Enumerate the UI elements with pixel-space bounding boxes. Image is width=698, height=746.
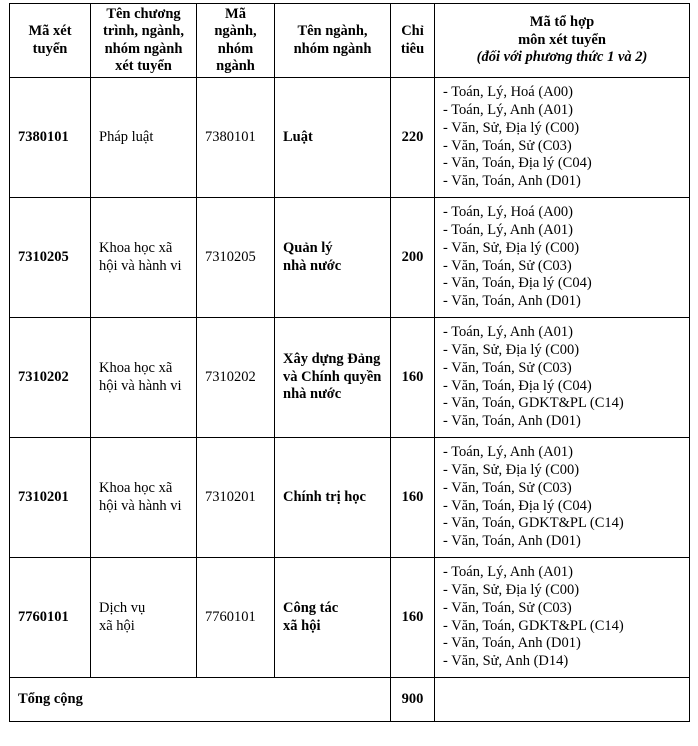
major-name: Chính trị học <box>275 438 391 558</box>
total-empty-cell <box>435 678 690 722</box>
major-code: 7380101 <box>197 78 275 198</box>
total-row <box>10 678 690 722</box>
program-name: Khoa học xã hội và hành vi <box>91 438 197 558</box>
header-major-code: Mã ngành, nhóm ngành <box>197 4 275 78</box>
header-row <box>10 4 690 78</box>
program-name: Pháp luật <box>91 78 197 198</box>
table-row <box>10 318 690 438</box>
major-code: 7310201 <box>197 438 275 558</box>
table-row <box>10 438 690 558</box>
table-row <box>10 78 690 198</box>
header-program: Tên chương trình, ngành, nhóm ngành xét tuyển <box>91 4 197 78</box>
subject-combinations: - Toán, Lý, Hoá (A00) - Toán, Lý, Anh (A01) - Văn, Sử, Địa lý (C00) - Văn, Toán, Sử (C03) - Văn, Toán, Địa lý (C04) - Văn, Toán, Anh (D01) <box>435 198 690 318</box>
major-code: 7310205 <box>197 198 275 318</box>
subject-combinations: - Toán, Lý, Anh (A01) - Văn, Sử, Địa lý (C00) - Văn, Toán, Sử (C03) - Văn, Toán, Địa lý (C04) - Văn, Toán, GDKT&PL (C14) - Văn, Toán, Anh (D01) <box>435 438 690 558</box>
admission-code: 7310205 <box>10 198 91 318</box>
subject-combinations: - Toán, Lý, Hoá (A00) - Toán, Lý, Anh (A01) - Văn, Sử, Địa lý (C00) - Văn, Toán, Sử (C03) - Văn, Toán, Địa lý (C04) - Văn, Toán, Anh (D01) <box>435 78 690 198</box>
major-name: Luật <box>275 78 391 198</box>
quota: 160 <box>391 318 435 438</box>
quota: 160 <box>391 558 435 678</box>
program-name: Khoa học xã hội và hành vi <box>91 198 197 318</box>
admission-code: 7760101 <box>10 558 91 678</box>
major-name: Xây dựng Đảng và Chính quyền nhà nước <box>275 318 391 438</box>
major-name: Quản lý nhà nước <box>275 198 391 318</box>
major-name: Công tác xã hội <box>275 558 391 678</box>
admission-table <box>9 3 690 722</box>
major-code: 7760101 <box>197 558 275 678</box>
quota: 220 <box>391 78 435 198</box>
subject-combinations: - Toán, Lý, Anh (A01) - Văn, Sử, Địa lý (C00) - Văn, Toán, Sử (C03) - Văn, Toán, GDKT&PL (C14) - Văn, Toán, Anh (D01) - Văn, Sử, Anh (D14) <box>435 558 690 678</box>
program-name: Khoa học xã hội và hành vi <box>91 318 197 438</box>
admission-code: 7310201 <box>10 438 91 558</box>
quota: 160 <box>391 438 435 558</box>
header-major-name: Tên ngành, nhóm ngành <box>275 4 391 78</box>
total-quota: 900 <box>391 678 435 722</box>
total-label: Tổng cộng <box>10 678 391 722</box>
program-name: Dịch vụ xã hội <box>91 558 197 678</box>
quota: 200 <box>391 198 435 318</box>
header-quota: Chỉ tiêu <box>391 4 435 78</box>
header-admission-code: Mã xét tuyển <box>10 4 91 78</box>
admission-code: 7310202 <box>10 318 91 438</box>
subject-combinations: - Toán, Lý, Anh (A01) - Văn, Sử, Địa lý (C00) - Văn, Toán, Sử (C03) - Văn, Toán, Địa lý (C04) - Văn, Toán, GDKT&PL (C14) - Văn, Toán, Anh (D01) <box>435 318 690 438</box>
admission-code: 7380101 <box>10 78 91 198</box>
table-row <box>10 198 690 318</box>
header-subjects: Mã tổ hợp môn xét tuyển (đối với phương thức 1 và 2) <box>435 4 690 78</box>
table-row <box>10 558 690 678</box>
major-code: 7310202 <box>197 318 275 438</box>
